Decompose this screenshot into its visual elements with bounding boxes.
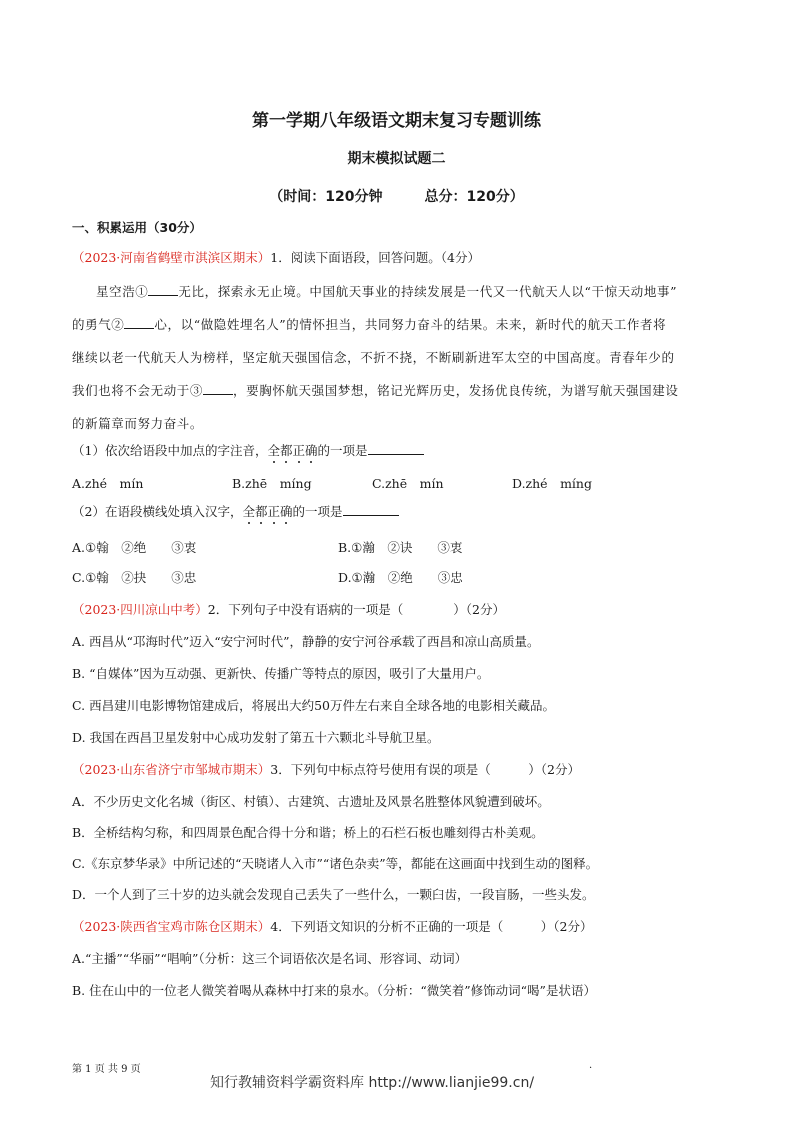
option-c: C.《东京梦华录》中所记述的“天晓诸人入市”“诸色杂卖”等，都能在这画面中找到生动的图释。 xyxy=(72,856,599,871)
question-4 xyxy=(72,919,592,935)
option-a: A.“主播”“华丽”“唱响”（分析：这三个词语依次是名词、形容词、动词） xyxy=(72,951,468,966)
fill-blank xyxy=(124,328,154,329)
option-c: C.zhē mín xyxy=(372,476,444,491)
option-a: A．不少历史文化名城（街区、村镇）、古建筑、古遗址及风景名胜整体风貌遭到破坏。 xyxy=(72,794,550,809)
question-1 xyxy=(72,250,480,266)
sub-question-1: （1）依次给语段中加点的字注音，全都正确的一项是 xyxy=(72,443,424,459)
option-d: D.①瀚 ②绝 ③忠 xyxy=(338,570,463,585)
option-a: A.zhé mín xyxy=(72,476,144,491)
option-a: A. 西昌从“邛海时代”迈入“安宁河时代”，静静的安宁河谷承载了西昌和凉山高质量。 xyxy=(72,634,540,649)
option-d: D．一个人到了三十岁的边头就会发现自己丢失了一些什么，一颗臼齿，一段盲肠，一些头发。 xyxy=(72,887,595,902)
question-source: （2023·陕西省宝鸡市陈仓区期末） xyxy=(72,919,271,934)
question-3 xyxy=(72,762,580,778)
option-b: B. “自媒体”因为互动强、更新快、传播广等特点的原因，吸引了大量用户。 xyxy=(72,666,490,681)
watermark-link[interactable]: 知行教辅资料学霸资料库 http://www.lianjie99.cn/ xyxy=(210,1075,535,1091)
fill-blank xyxy=(148,295,178,296)
emphasis-dots: 全都正确 xyxy=(267,443,318,458)
question-prompt: 2．下列句子中没有语病的一项是（ ）（2分） xyxy=(207,602,505,617)
fill-blank xyxy=(203,394,233,395)
option-b: B.①瀚 ②诀 ③衷 xyxy=(338,540,463,555)
option-b: B．全桥结构匀称，和四周景色配合得十分和谐；桥上的石栏石板也雕刻得古朴美观。 xyxy=(72,825,544,840)
question-prompt: 4．下列语文知识的分析不正确的一项是（ ）（2分） xyxy=(270,919,593,934)
passage-line: 的新篇章而努力奋斗。 xyxy=(72,416,204,431)
footer-dot: . xyxy=(589,1060,593,1071)
answer-blank xyxy=(368,454,424,455)
sub-question-2: （2）在语段横线处填入汉字，全都正确的一项是 xyxy=(72,504,399,520)
option-c: C. 西昌建川电影博物馆建成后，将展出大约50万件左右来自全球各地的电影相关藏品。 xyxy=(72,698,555,713)
document-subtitle: 期末模拟试题二 xyxy=(347,151,446,167)
exam-time-info: （时间：120分钟 总分：120分） xyxy=(269,189,524,205)
answer-blank xyxy=(343,515,399,516)
passage-line: 星空浩① 无比，探索永无止境。中国航天事业的持续发展是一代又一代航天人以“干惊天动地事” xyxy=(96,284,678,299)
page-number: 第 1 页 共 9 页 xyxy=(72,1064,141,1075)
option-b: B.zhē míng xyxy=(232,476,312,491)
passage-line: 的勇气② 心，以“做隐姓埋名人”的情怀担当，共同努力奋斗的结果。未来，新时代的航天工作者将 xyxy=(72,317,667,332)
question-source: （2023·河南省鹤壁市淇滨区期末） xyxy=(72,250,271,265)
section-heading: 一、积累运用（30分） xyxy=(72,220,202,235)
question-2 xyxy=(72,602,505,618)
question-source: （2023·山东省济宁市邹城市期末） xyxy=(72,762,271,777)
option-a: A.①翰 ②绝 ③衷 xyxy=(72,540,197,555)
question-prompt: 1．阅读下面语段，回答问题。（4分） xyxy=(270,250,480,265)
option-d: D.zhé míng xyxy=(512,476,592,491)
option-d: D. 我国在西昌卫星发射中心成功发射了第五十六颗北斗导航卫星。 xyxy=(72,730,440,745)
emphasis-dots: 全都正确 xyxy=(242,504,293,519)
passage-line: 我们也将不会无动于③ ，要胸怀航天强国梦想，铭记光辉历史，发扬优良传统，为谱写航天强国建设 xyxy=(72,383,679,398)
question-source: （2023·四川凉山中考） xyxy=(72,602,208,617)
passage-line: 继续以老一代航天人为榜样，坚定航天强国信念，不折不挠，不断刷新进军太空的中国高度。青春年少的 xyxy=(72,350,675,365)
question-prompt: 3．下列句中标点符号使用有误的项是（ ）（2分） xyxy=(270,762,580,777)
document-title: 第一学期八年级语文期末复习专题训练 xyxy=(252,111,541,131)
option-c: C.①翰 ②抉 ③忠 xyxy=(72,570,197,585)
option-b: B. 住在山中的一位老人微笑着喝从森林中打来的泉水。（分析：“微笑着”修饰动词“喝”是状语） xyxy=(72,983,596,998)
